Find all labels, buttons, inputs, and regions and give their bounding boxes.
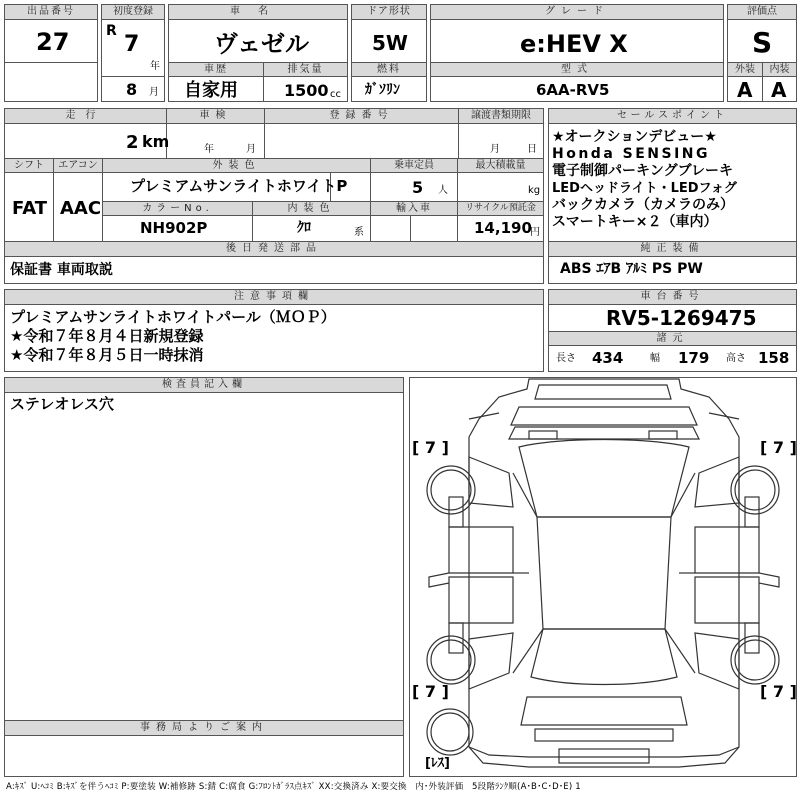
displacement-unit: cc: [330, 89, 341, 100]
max-load-unit: kg: [528, 185, 541, 196]
legend: A:ｷｽﾞ U:ﾍｺﾐ B:ｷｽﾞを伴うﾍｺﾐ P:要塗装 W:補修跡 S:錆 C:腐食 G:ﾌﾛﾝﾄｶﾞﾗｽ点ｷｽﾞ XX:交換済み X:要交換 内･外装評価 5段階ﾗﾝｸ順(A･B･C･D･E) 1: [6, 782, 581, 792]
sales-point-line: 電子制御パーキングブレーキ: [552, 163, 734, 179]
length: 434: [592, 349, 624, 367]
model-label: 型式: [430, 62, 724, 77]
transfer-label: 譲渡書類期限: [458, 108, 544, 124]
inspection-label: 車検: [166, 108, 265, 124]
fuel: ｶﾞｿﾘﾝ: [365, 82, 400, 98]
era: R: [106, 23, 117, 39]
grade-label: グレード: [430, 4, 724, 20]
length-label: 長さ: [556, 353, 576, 364]
year-unit: 年: [150, 61, 160, 72]
main-info-box: [4, 108, 544, 284]
note-line: ★令和７年８月５日一時抹消: [10, 346, 204, 364]
width-label: 幅: [650, 353, 660, 364]
first-reg-label: 初度登録: [101, 4, 165, 20]
exterior-score: A: [737, 78, 753, 102]
tire-rear-left-score: [ 7 ]: [412, 682, 449, 701]
reg-divider: [101, 76, 165, 77]
height-label: 高さ: [726, 353, 746, 364]
r2-div3: [458, 124, 459, 158]
first-reg-year: 7: [124, 32, 140, 57]
later-parts-label: 後日発送部品: [4, 241, 544, 257]
car-name-label: 車名: [168, 4, 348, 20]
int-color: ｸﾛ: [297, 220, 311, 236]
score-label: 評価点: [727, 4, 797, 20]
aircon-label: エアコン: [53, 158, 103, 173]
inspection-year-unit: 年: [204, 144, 214, 155]
office-label: 事務局よりご案内: [4, 720, 404, 736]
lot-number-label: 出品番号: [4, 4, 98, 20]
sales-point-line: Honda SENSING: [552, 146, 711, 162]
month-unit: 月: [149, 87, 159, 98]
sales-points-label: セールスポイント: [548, 108, 797, 124]
displacement-label: 排気量: [263, 62, 348, 77]
recycle-label: リサイクル預託金: [457, 201, 544, 216]
notes-label: 注意事項欄: [4, 289, 544, 305]
recycle: 14,190: [474, 219, 532, 237]
transfer-day-unit: 日: [527, 144, 537, 155]
exterior-label: 外装: [727, 62, 763, 77]
spare-tire-status: [ﾚｽ]: [425, 756, 450, 771]
int-color-label: 内装色: [252, 201, 371, 216]
shift-label: シフト: [4, 158, 54, 173]
note-line: プレミアムサンライトホワイトパール（ＭＯＰ）: [10, 308, 336, 326]
door-label: ドア形状: [351, 4, 427, 20]
mileage: 2: [126, 132, 139, 153]
inspector-text: ステレオレス穴: [10, 395, 114, 413]
lot-divider: [4, 62, 98, 63]
chassis-label: 車台番号: [548, 289, 797, 305]
inspection-month-unit: 月: [246, 144, 256, 155]
color-no-label: カラーNo.: [102, 201, 253, 216]
sales-point-line: バックカメラ（カメラのみ）: [552, 197, 734, 213]
capacity-label: 乗車定員: [370, 158, 458, 173]
width: 179: [678, 349, 710, 367]
sales-point-line: スマートキー×２（車内）: [552, 214, 718, 230]
aircon: AAC: [60, 198, 102, 219]
car-name: ヴェゼル: [214, 30, 310, 58]
capacity-unit: 人: [438, 185, 448, 196]
fuel-label: 燃料: [351, 62, 427, 77]
capacity: 5: [412, 178, 424, 197]
chassis-number: RV5-1269475: [606, 306, 757, 330]
equipment-label: 純正装備: [548, 241, 797, 257]
score: S: [752, 26, 773, 59]
r2-div2: [264, 124, 265, 158]
sales-point-line: ★オークションデビュー★: [552, 129, 717, 145]
door: 5W: [372, 31, 408, 55]
sales-point-line: LEDヘッドライト・LEDフォグ: [552, 181, 737, 196]
hist-divider: [263, 77, 264, 102]
tire-front-right-score: [ 7 ]: [760, 438, 797, 457]
recycle-unit: 円: [530, 227, 540, 238]
model: 6AA-RV5: [536, 81, 610, 99]
mileage-unit: km: [142, 132, 170, 151]
ext-color-label: 外装色: [102, 158, 371, 173]
history: 自家用: [184, 80, 238, 101]
lot-number: 27: [36, 28, 70, 56]
r3-div1: [53, 173, 54, 241]
inspector-box: [4, 377, 404, 777]
r4-div1: [252, 216, 253, 241]
note-line: ★令和７年８月４日新規登録: [10, 327, 204, 345]
tire-front-left-score: [ 7 ]: [412, 438, 449, 457]
dims-label: 諸元: [548, 331, 797, 346]
first-reg-month: 8: [126, 80, 138, 99]
ext-color: プレミアムサンライトホワイトP: [130, 177, 348, 195]
inspector-label: 検査員記入欄: [4, 377, 404, 393]
height: 158: [758, 349, 790, 367]
color-no: NH902P: [140, 219, 208, 237]
tire-rear-right-score: [ 7 ]: [760, 682, 797, 701]
score-divider: [762, 77, 763, 102]
displacement: 1500: [284, 81, 329, 100]
history-label: 車歴: [168, 62, 264, 77]
transfer-month-unit: 月: [490, 144, 500, 155]
equipment: ABS ｴｱB ｱﾙﾐ PS PW: [560, 261, 703, 277]
import-label: 輸入車: [370, 201, 458, 216]
mileage-label: 走行: [4, 108, 167, 124]
later-parts: 保証書 車両取説: [10, 262, 113, 278]
r4-div2: [410, 216, 411, 241]
interior-score: A: [771, 78, 787, 102]
shift: FAT: [12, 198, 48, 219]
interior-label: 内装: [762, 62, 797, 77]
max-load-label: 最大積載量: [457, 158, 544, 173]
car-diagram: [409, 377, 797, 777]
reg-no-label: 登録番号: [264, 108, 459, 124]
int-color-unit: 系: [354, 227, 364, 238]
grade: e:HEV X: [520, 30, 628, 58]
